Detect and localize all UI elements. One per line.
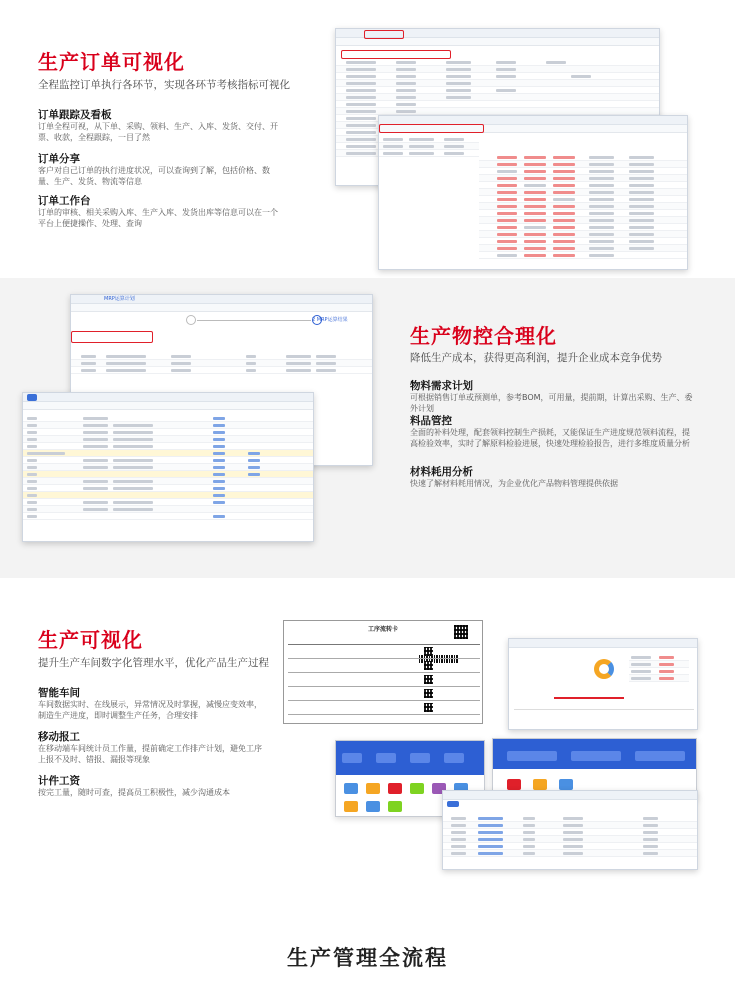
feature-desc: 可根据销售订单或预测单，参考BOM，可用量，提前期，计算出采购、生产、委外计划: [410, 393, 693, 413]
section-title: 生产订单可视化: [38, 50, 185, 74]
section-footer: [0, 908, 735, 999]
process-card-title: 工序流转卡: [367, 626, 398, 633]
section-subtitle: 全程监控订单执行各环节，实现各环节考核指标可视化: [38, 79, 290, 91]
piece-wage-screenshot: [442, 790, 698, 870]
feature-title: 移动报工: [38, 731, 80, 743]
feature-title: 订单分享: [38, 153, 80, 165]
feature-desc: 全面的补料处理，配套领料控制生产损耗，又能保证生产进度规范领料流程，提高检验效率，实时了解原料检验进展，快速处理检验报告，进行多维度质量分析: [410, 428, 690, 448]
feature-desc: 快速了解材料耗用情况，为企业优化产品物料管理提供依据: [410, 479, 618, 488]
process-card-screenshot: [283, 620, 483, 724]
feature-desc: 订单全程可视，从下单、采购、领料、生产、入库、发货、交付、开票、收款，全程跟踪，一目了然: [38, 122, 278, 142]
feature-title: 计件工资: [38, 775, 80, 787]
feature-desc: 客户对自己订单的执行进度状况，可以查询到了解，包括价格、数量、生产、发货、物流等信息: [38, 166, 270, 186]
feature-title: 料品管控: [410, 415, 452, 427]
feature-title: 订单工作台: [38, 195, 91, 207]
section-material-control: [0, 278, 735, 578]
order-detail-screenshot: [378, 115, 688, 270]
section-order-visualization: [0, 0, 735, 278]
feature-title: 订单跟踪及看板: [38, 109, 112, 121]
section-title: 生产物控合理化: [410, 324, 557, 348]
feature-desc: 订单的审核、相关采购入库、生产入库、发货出库等信息可以在一个平台上便捷操作、处理、查询: [38, 208, 278, 228]
feature-desc: 按完工量，随时可查，提高员工积极性，减少沟通成本: [38, 788, 230, 797]
feature-title: 物料需求计划: [410, 380, 473, 392]
dashboard-screenshot: [508, 638, 698, 730]
material-table-screenshot: [22, 392, 314, 542]
section-subtitle: 提升生产车间数字化管理水平，优化产品生产过程: [38, 657, 269, 669]
section-title: 生产可视化: [38, 628, 143, 652]
feature-desc: 车间数据实时、在线展示，异常情况及时掌握，减慢应变效率，制造生产进度，即时调整生产任务，合理安排: [38, 700, 262, 720]
section-subtitle: 降低生产成本，获得更高利润，提升企业成本竞争优势: [410, 352, 662, 364]
footer-title: 生产管理全流程: [287, 946, 448, 970]
mrp-step-label: 2 MRP运算结果: [312, 317, 348, 323]
feature-desc: 在移动端车间统计员工作量，提前确定工作排产计划，避免工序上报不及时、错报、漏报等现象: [38, 744, 262, 764]
feature-title: 材料耗用分析: [410, 466, 473, 478]
feature-title: 智能车间: [38, 687, 80, 699]
section-production-visualization: [0, 578, 735, 908]
mrp-tab-label: MRP运算计划: [104, 296, 135, 302]
